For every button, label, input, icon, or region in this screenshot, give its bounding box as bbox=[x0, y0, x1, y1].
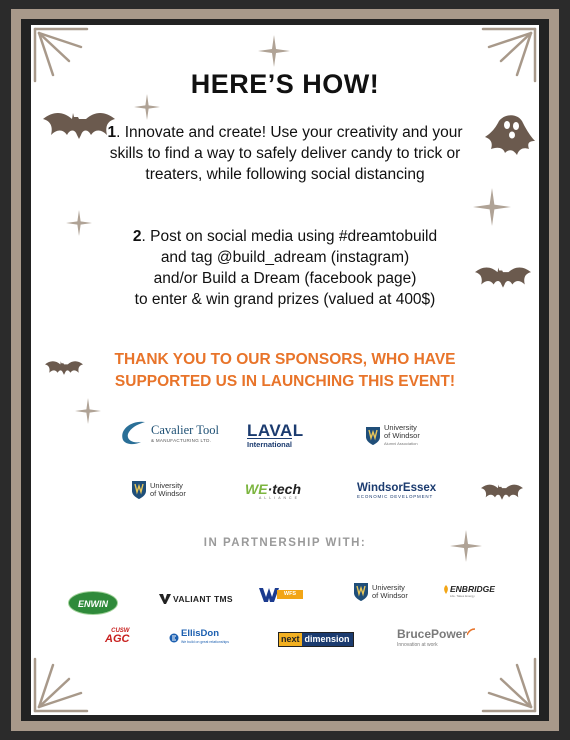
step-2-line-2: and tag @build_adream (instagram) bbox=[160, 249, 410, 266]
bruce-power-wordmark bbox=[397, 628, 475, 641]
partnership-heading: IN PARTNERSHIP WITH: bbox=[203, 537, 367, 549]
wfs-w-icon bbox=[259, 586, 279, 602]
ellisdon-name: EllisDon bbox=[181, 628, 220, 639]
wetech-sub: ALLIANCE bbox=[259, 496, 300, 500]
sponsors-thanks bbox=[71, 349, 499, 393]
ellisdon-sub: We build on great relationships bbox=[181, 640, 229, 644]
wetech-name-b: ·tech bbox=[267, 481, 302, 497]
enwin-badge bbox=[68, 591, 118, 615]
step-2-line-4: to enter & win grand prizes (valued at 400$) bbox=[134, 291, 436, 308]
uwindsor-name: University bbox=[150, 481, 183, 490]
wetech-logo bbox=[245, 482, 301, 500]
wfs-bar bbox=[277, 590, 303, 599]
valiant-tms-logo bbox=[159, 593, 233, 605]
page-title: HERE’S HOW! bbox=[190, 69, 380, 99]
wfs-name: WFS bbox=[283, 591, 297, 597]
laval-name: LAVAL bbox=[247, 421, 304, 440]
cavalier-sub: & MANUFACTURING LTD. bbox=[151, 438, 212, 443]
uwindsor-alumni-sub: of Windsor bbox=[384, 431, 420, 440]
bat-icon bbox=[481, 478, 523, 504]
enbridge-wordmark bbox=[443, 584, 495, 594]
sponsors-thanks-line-1: THANK YOU TO OUR SPONSORS, WHO HAVE bbox=[114, 351, 456, 368]
uwindsor-partner-logo bbox=[353, 582, 408, 602]
step-2-number: 2 bbox=[132, 228, 142, 245]
enwin-name: ENWIN bbox=[78, 599, 108, 609]
uwindsor-shield-icon bbox=[131, 480, 147, 500]
corner-rays-icon bbox=[479, 655, 539, 715]
ellisdon-mark-icon bbox=[169, 633, 179, 643]
sparkle-icon bbox=[473, 188, 511, 226]
flyer-page bbox=[31, 25, 539, 715]
corner-rays-icon bbox=[31, 655, 91, 715]
wetech-name-a: WE bbox=[245, 481, 268, 497]
bat-icon bbox=[475, 261, 531, 291]
cusw-top: CUSW bbox=[111, 628, 130, 634]
cavalier-tool-logo bbox=[119, 418, 219, 448]
bruce-power-sub: Innovation at work bbox=[397, 642, 438, 648]
step-1-text bbox=[95, 122, 475, 185]
cusw-name: AGC bbox=[105, 633, 130, 645]
uwindsor-alumni-name: University bbox=[384, 423, 417, 432]
uwindsor-alumni-sub2: Alumni Association bbox=[384, 441, 418, 446]
step-2-line-3: and/or Build a Dream (facebook page) bbox=[153, 270, 417, 287]
cusw-agc-logo bbox=[105, 628, 129, 645]
uwindsor-sub: of Windsor bbox=[150, 489, 186, 498]
sparkle-icon bbox=[258, 35, 290, 67]
windsoressex-name: WindsorEssex bbox=[357, 482, 437, 494]
uwindsor2-sub: of Windsor bbox=[372, 591, 408, 600]
windsoressex-sub: ECONOMIC DEVELOPMENT bbox=[357, 494, 434, 499]
next-dimension-b: dimension bbox=[302, 633, 353, 646]
uwindsor-logo bbox=[131, 480, 186, 500]
enbridge-name: ENBRIDGE bbox=[450, 584, 495, 594]
wetech-wordmark bbox=[245, 482, 301, 496]
bruce-power-logo bbox=[397, 628, 475, 648]
step-1-number: 1 bbox=[107, 124, 117, 141]
windsoressex-logo bbox=[357, 483, 436, 499]
next-dimension-logo bbox=[278, 632, 354, 647]
enwin-logo bbox=[68, 591, 118, 615]
bruce-power-name: BrucePower bbox=[397, 627, 468, 641]
wfs-logo bbox=[259, 586, 303, 602]
ellisdon-logo bbox=[169, 630, 229, 646]
laval-logo bbox=[247, 423, 304, 449]
enbridge-logo bbox=[443, 584, 495, 598]
step-1-body: . Innovate and create! Use your creativity and your skills to find a way to safely deliver candy to trick or treaters, while following social distancing bbox=[109, 124, 463, 183]
bruce-power-arc-icon bbox=[467, 628, 475, 636]
step-2-text bbox=[95, 226, 475, 310]
cavalier-swoosh-icon bbox=[119, 420, 149, 446]
laval-sub: International bbox=[247, 440, 293, 449]
cavalier-name: Cavalier Tool bbox=[151, 423, 219, 437]
uwindsor2-name: University bbox=[372, 583, 405, 592]
next-dimension-a: next bbox=[281, 634, 300, 644]
enbridge-sub: Life. Takes Energy. bbox=[450, 594, 476, 598]
valiant-name: VALIANT TMS bbox=[173, 594, 233, 604]
ghost-icon bbox=[485, 113, 535, 157]
sparkle-icon bbox=[66, 210, 92, 236]
step-2-line-1: . Post on social media using #dreamtobuild bbox=[141, 228, 438, 245]
uwindsor-shield-icon bbox=[353, 582, 369, 602]
enbridge-flame-icon bbox=[443, 585, 449, 594]
uwindsor-shield-icon bbox=[365, 426, 381, 446]
valiant-v-icon bbox=[159, 593, 171, 605]
sponsors-thanks-line-2: SUPPORTED US IN LAUNCHING THIS EVENT! bbox=[114, 373, 456, 390]
uwindsor-alumni-logo bbox=[365, 424, 420, 448]
sparkle-icon bbox=[75, 398, 101, 424]
